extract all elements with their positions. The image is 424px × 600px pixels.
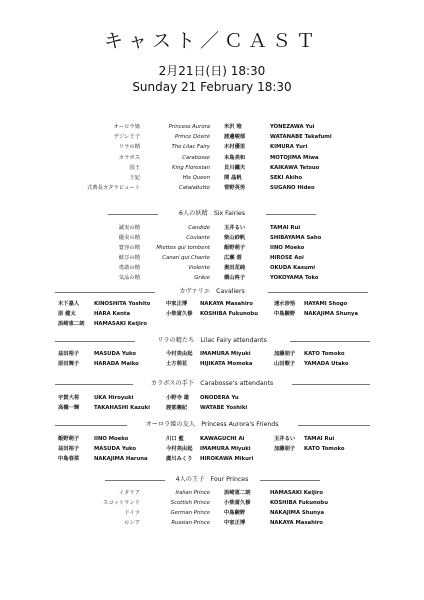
performer-en: WATABE Yoshiki [200,405,248,411]
name-jp: 菅野英男 [224,185,246,192]
prince-role-row [0,508,424,518]
role-en: Scottish Prince [170,500,210,506]
principal-role-row [0,132,424,142]
principal-role-row [0,173,424,183]
name-en: HIROSE Aoi [270,255,304,261]
performer-jp: 宇賀大将 [58,395,80,401]
performer-jp: 速水渉悟 [274,301,296,307]
performer-en: MASUDA Yuko [94,446,137,452]
role-en: Violente [188,265,210,271]
role-jp: 勇敢の精 [118,265,140,271]
role-jp: カラボス [118,154,140,161]
role-jp: デジレ王子 [113,134,140,141]
name-jp: 小柴富久修 [224,500,251,506]
principal-role-row [0,153,424,163]
name-jp: 木村優里 [224,144,246,151]
role-jp: ドイツ [124,510,140,516]
section-lilac-attendants [0,336,424,346]
performer-jp: 木下嘉人 [58,301,80,307]
carabosse-attendant-row [0,403,424,413]
role-en: Carabosse [182,154,210,161]
name-en: MOTOJIMA Miwa [270,154,319,161]
performer-jp: 益田裕子 [58,351,80,357]
name-en: YOKOYAMA Toko [270,275,319,281]
performer-en: HAMASAKI Keijiro [94,321,148,327]
name-jp: 渡邊峻郁 [224,134,246,141]
performer-en: KATO Tomoko [304,351,345,357]
principal-role-row [0,142,424,152]
performer-jp: 今村美由起 [166,351,193,357]
role-jp: 式典長カタラビュート [87,185,140,192]
performer-en: HIROKAWA Mikuri [200,456,254,462]
name-jp: 横山柊子 [224,275,246,281]
role-en: Prince Désiré [174,134,210,141]
performer-jp: 原田舞子 [58,361,80,367]
performer-en: KOSHIBA Fukunobu [200,311,258,317]
fairy-role-row [0,263,424,273]
name-jp: 中島駿野 [224,510,246,516]
performer-en: NAKAYA Masahiro [200,301,253,307]
fairy-role-row [0,273,424,283]
role-jp: ロシア [124,520,140,526]
performer-jp: 中家正博 [166,301,188,307]
name-en: KAIKAWA Tetsuo [270,164,320,171]
principal-role-row [0,122,424,132]
role-jp: スコットランド [103,500,140,506]
fairy-role-row [0,253,424,263]
role-jp: 寛容の精 [118,245,140,251]
section-four-princes [0,475,424,485]
performer-en: KATO Tomoko [304,446,345,452]
prince-role-row [0,518,424,528]
role-en: Italian Prince [175,490,210,496]
section-heading: 4人の王子 Four Princes [175,476,249,483]
role-en: German Prince [170,510,210,516]
performer-jp: 飯野萌子 [58,436,80,442]
section-heading: リラの精たち Lilac Fairy attendants [157,337,267,344]
section-aurora-friends [0,420,424,430]
name-en: IINO Moeko [270,245,305,251]
role-en: Miettes qui tombent [156,245,210,251]
role-jp: リラの精 [118,144,140,151]
role-en: Grâce [194,275,210,281]
name-jp: 浜崎恵二朗 [224,490,251,496]
section-cavaliers [0,287,424,297]
carabosse-attendant-row [0,393,424,403]
role-jp: イタリア [118,490,140,496]
name-en: SEKI Akiho [270,175,303,181]
name-en: OKUDA Kasumi [270,265,316,271]
prince-role-row [0,488,424,498]
name-jp: 奥田花純 [224,265,246,271]
name-en: SHIBAYAMA Saho [270,235,322,241]
section-heading: オーロラ姫の友人 Princess Aurora's Friends [145,421,279,428]
performer-en: KINOSHITA Yoshito [94,301,151,307]
name-en: TAMAI Rui [270,225,301,231]
performer-jp: 中島春菜 [58,456,80,462]
name-jp: 貝川鐵夫 [224,164,246,171]
lilac-attendant-row [0,349,424,359]
name-jp: 柴山紗帆 [224,235,246,241]
name-en: KIMURA Yuri [270,144,308,151]
performer-en: YAMADA Utako [304,361,349,367]
fairy-role-row [0,223,424,233]
name-en: NAKAJIMA Shunya [270,510,325,516]
performer-jp: 加藤朋子 [274,446,296,452]
section-carabosse-attendants [0,379,424,389]
performer-jp: 川口 藍 [166,436,184,442]
performance-date-japanese: 2月21日(日) 18:30 [158,64,266,78]
role-jp: 歓びの精 [118,255,140,261]
performer-jp: 原 健太 [58,311,76,317]
role-en: His Queen [182,175,210,181]
performer-jp: 小柴富久修 [166,311,193,317]
performer-jp: 加藤朋子 [274,351,296,357]
performer-en: MASUDA Yuko [94,351,137,357]
aurora-friend-row [0,444,424,454]
role-jp: 国王 [129,164,140,171]
performer-jp: 玉井るい [274,436,296,442]
name-jp: 関 晶帆 [224,175,242,181]
aurora-friend-row [0,454,424,464]
role-en: Coulante [186,235,210,241]
name-en: HAMASAKI Keijiro [270,490,324,496]
cavalier-row [0,309,424,319]
name-jp: 米沢 唯 [224,124,242,130]
performer-jp: 廣川みくり [166,456,193,462]
aurora-friend-row [0,434,424,444]
performer-en: KAWAGUCHI Ai [200,436,245,442]
performer-en: NAKAJIMA Shunya [304,311,359,317]
performer-en: NAKAJIMA Haruna [94,456,148,462]
role-en: Canari qui Chante [162,255,210,261]
performer-en: IMAMURA Miyuki [200,446,251,452]
role-jp: オーロラ姫 [113,124,140,130]
performer-en: TAMAI Rui [304,436,335,442]
name-jp: 本島美和 [224,154,246,161]
fairy-role-row [0,233,424,243]
role-jp: 王妃 [129,175,140,181]
section-heading: 6人の妖精 Six Fairies [179,210,245,217]
principal-role-row [0,183,424,193]
performer-jp: 高橋一輝 [58,405,80,411]
prince-role-row [0,498,424,508]
section-heading: カヴァリエ Cavaliers [179,288,245,295]
page-title: キャスト／ＣＡＳＴ [103,30,320,52]
role-en: Catalabutte [178,185,210,192]
performer-jp: 渡部義紀 [166,405,188,411]
performer-jp: 山田歌子 [274,361,296,367]
performer-jp: 浜崎恵二朗 [58,321,85,327]
name-en: KOSHIBA Fukunobu [270,500,328,506]
performer-jp: 土方萌花 [166,361,188,367]
name-en: SUGANO Hideo [270,185,315,192]
cavalier-row [0,299,424,309]
role-jp: 優美の精 [118,235,140,241]
performer-en: IINO Moeko [94,436,129,442]
role-jp: 気品の精 [118,275,140,281]
name-jp: 広瀬 碧 [224,255,242,261]
performer-en: HAYAMI Shogo [304,301,348,307]
cavalier-row [0,319,424,329]
performer-en: IMAMURA Miyuki [200,351,251,357]
role-jp: 誠実の精 [118,225,140,231]
performer-en: ONODERA Yu [200,395,239,401]
performer-en: HIJIKATA Momoka [200,361,253,367]
performer-jp: 今村美由起 [166,446,193,452]
performer-jp: 小野寺 雄 [166,395,190,401]
principal-role-row [0,163,424,173]
performer-en: HARA Kenta [94,311,131,317]
section-six-fairies [0,209,424,219]
performer-jp: 中島駿野 [274,311,296,317]
section-heading: カラボスの手下 Carabosse's attendants [150,380,274,387]
name-en: NAKAYA Masahiro [270,520,323,526]
name-en: WATANABE Takafumi [270,134,332,141]
name-jp: 飯野萌子 [224,245,246,251]
lilac-attendant-row [0,359,424,369]
role-en: Candide [188,225,210,231]
performer-en: HARADA Maiko [94,361,139,367]
role-en: King Florestan [172,164,210,171]
name-jp: 玉井るい [224,225,246,231]
role-en: The Lilac Fairy [171,144,210,151]
performer-en: UKA Hiroyuki [94,395,134,401]
name-jp: 中家正博 [224,520,246,526]
fairy-role-row [0,243,424,253]
performer-en: TAKAHASHI Kazuki [94,405,150,411]
name-en: YONEZAWA Yui [270,124,315,130]
role-en: Russian Prince [171,520,210,526]
performer-jp: 益田裕子 [58,446,80,452]
performance-date-english: Sunday 21 February 18:30 [132,80,292,94]
role-en: Princess Aurora [168,124,210,130]
